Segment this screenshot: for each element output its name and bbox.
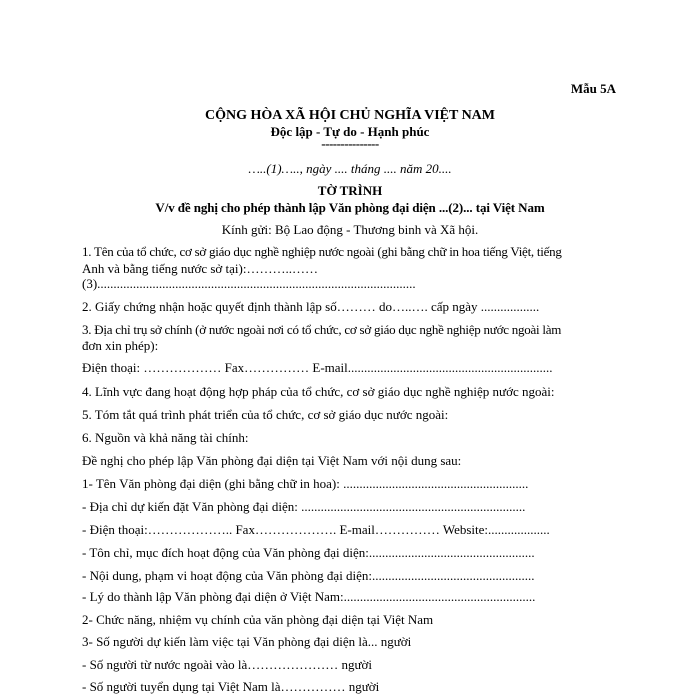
place-date: …..(1)….., ngày .... tháng .... năm 20.... bbox=[248, 161, 452, 176]
proposal-1-purpose: - Tôn chỉ, mục đích hoạt động của Văn phòng đại diện:................................................... bbox=[82, 545, 535, 560]
proposal-3: 3- Số người dự kiến làm việc tại Văn phòng đại diện là... người bbox=[82, 634, 412, 649]
proposal-3-local-staff: - Số người tuyển dụng tại Việt Nam là…………… người bbox=[82, 679, 380, 694]
item-3-line-1: 3. Địa chỉ trụ sở chính (ở nước ngoài nơi có tổ chức, cơ sở giáo dục nghề nghiệp nước ngoài làm bbox=[82, 322, 562, 337]
item-3-line-2: đơn xin phép): bbox=[82, 338, 159, 353]
proposal-1-address: - Địa chỉ dự kiến đặt Văn phòng đại diện: ..................................................................... bbox=[82, 499, 526, 514]
item-4: 4. Lĩnh vực đang hoạt động hợp pháp của tổ chức, cơ sở giáo dục nghề nghiệp nước ngoài: bbox=[82, 384, 555, 399]
proposal-1-contact: - Điện thoại:……………….. Fax………………. E-mail…………… Website:................... bbox=[82, 522, 550, 537]
item-3-contact: Điện thoại: ……………… Fax…………… E-mail............................................................... bbox=[82, 360, 553, 375]
recipient: Kính gửi: Bộ Lao động - Thương binh và Xã hội. bbox=[221, 222, 479, 237]
item-6: 6. Nguồn và khả năng tài chính: bbox=[82, 430, 249, 445]
proposal-3-foreign-staff: - Số người từ nước ngoài vào là………………… người bbox=[82, 657, 373, 672]
header-separator: --------------- bbox=[321, 136, 379, 151]
form-code: Mẫu 5A bbox=[570, 81, 616, 96]
item-2: 2. Giấy chứng nhận hoặc quyết định thành lập số……… do…..…. cấp ngày .................. bbox=[82, 299, 540, 314]
nation-heading: CỘNG HÒA XÃ HỘI CHỦ NGHĨA VIỆT NAM bbox=[204, 108, 495, 123]
proposal-1-reason: - Lý do thành lập Văn phòng đại diện ở Việt Nam:........................................................... bbox=[82, 589, 536, 604]
item-1-line-1: 1. Tên của tổ chức, cơ sở giáo dục nghề nghiệp nước ngoài (ghi bằng chữ in hoa tiếng Việt, tiếng bbox=[82, 244, 562, 259]
motto: Độc lập - Tự do - Hạnh phúc bbox=[270, 124, 430, 139]
item-1-line-2: Anh và bằng tiếng nước sở tại):………..…… bbox=[82, 261, 318, 276]
proposal-intro: Đề nghị cho phép lập Văn phòng đại diện tại Việt Nam với nội dung sau: bbox=[82, 453, 462, 468]
document-title: TỜ TRÌNH bbox=[317, 183, 383, 198]
proposal-2: 2- Chức năng, nhiệm vụ chính của văn phòng đại diện tại Việt Nam bbox=[82, 612, 434, 627]
item-5: 5. Tóm tắt quá trình phát triển của tổ chức, cơ sở giáo dục nước ngoài: bbox=[82, 407, 449, 422]
document-subject: V/v đề nghị cho phép thành lập Văn phòng đại diện ...(2)... tại Việt Nam bbox=[155, 200, 545, 215]
proposal-1-scope: - Nội dung, phạm vi hoạt động của Văn phòng đại diện:.................................................. bbox=[82, 568, 535, 583]
item-1-line-3: (3).................................................................................................. bbox=[82, 276, 416, 291]
proposal-1-name: 1- Tên Văn phòng đại diện (ghi bằng chữ in hoa): ......................................................... bbox=[82, 476, 529, 491]
